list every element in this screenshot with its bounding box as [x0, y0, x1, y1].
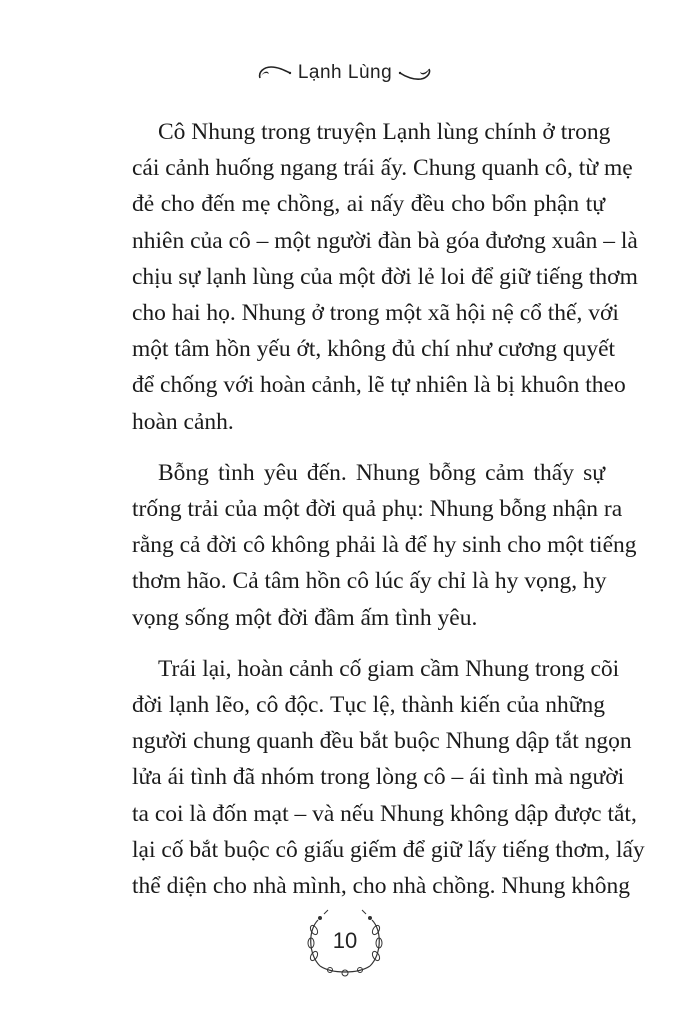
text-line: vọng sống một đời đầm ấm tình yêu.: [132, 604, 478, 631]
text-line: ta coi là đốn mạt – và nếu Nhung không dập được tắt,: [132, 800, 637, 827]
text-line: một tâm hồn yếu ớt, không đủ chí như cương quyết: [132, 336, 616, 363]
text-line: trống trải của một đời quả phụ: Nhung bỗng nhận ra: [132, 496, 623, 523]
page-number: 10: [332, 928, 358, 953]
text-line: lửa ái tình đã nhóm trong lòng cô – ái tình mà người: [132, 764, 625, 791]
text-line: cái cảnh huống ngang trái ấy. Chung quanh cô, từ mẹ: [132, 155, 633, 182]
text-line: chịu sự lạnh lùng của một đời lẻ loi để giữ tiếng thơm: [132, 263, 638, 290]
page-number-badge: [300, 908, 390, 978]
text-line: người chung quanh đều bắt buộc Nhung dập tắt ngọn: [132, 728, 632, 755]
text-line: đời lạnh lẽo, cô độc. Tục lệ, thành kiến của những: [132, 692, 605, 719]
page-footer: [0, 908, 690, 978]
text-line: lại cố bắt buộc cô giấu giếm để giữ lấy tiếng thơm, lấy: [132, 836, 645, 863]
text-line: nhiên của cô – một người đàn bà góa đương xuân – là: [132, 227, 638, 254]
text-line: hoàn cảnh.: [132, 408, 234, 435]
text-line: cho hai họ. Nhung ở trong một xã hội nệ cổ thế, với: [132, 300, 619, 327]
text-line: đẻ cho đến mẹ chồng, ai nấy đều cho bổn phận tự: [132, 191, 605, 218]
text-line: thể diện cho nhà mình, cho nhà chồng. Nhung không: [132, 873, 630, 900]
right-swirl-ornament-icon: [396, 64, 434, 82]
text-line: Bỗng tình yêu đến. Nhung bỗng cảm thấy sự: [158, 459, 605, 486]
text-line: rằng cả đời cô không phải là để hy sinh cho một tiếng: [132, 532, 637, 559]
text-line: Cô Nhung trong truyện Lạnh lùng chính ở trong: [158, 119, 611, 145]
text-line: để chống với hoàn cảnh, lẽ tự nhiên là bị khuôn theo: [132, 372, 626, 399]
paragraph-3: [105, 651, 645, 904]
text-line: Trái lại, hoàn cảnh cố giam cầm Nhung trong cõi: [158, 655, 620, 682]
paragraph-2: [105, 455, 637, 636]
paragraph-1: [105, 114, 638, 440]
running-title: Lạnh Lùng: [297, 62, 393, 83]
running-header: [0, 62, 690, 84]
left-swirl-ornament-icon: [256, 64, 294, 82]
text-line: thơm hão. Cả tâm hồn cô lúc ấy chỉ là hy vọng, hy: [132, 568, 607, 595]
body-text: [105, 114, 645, 919]
